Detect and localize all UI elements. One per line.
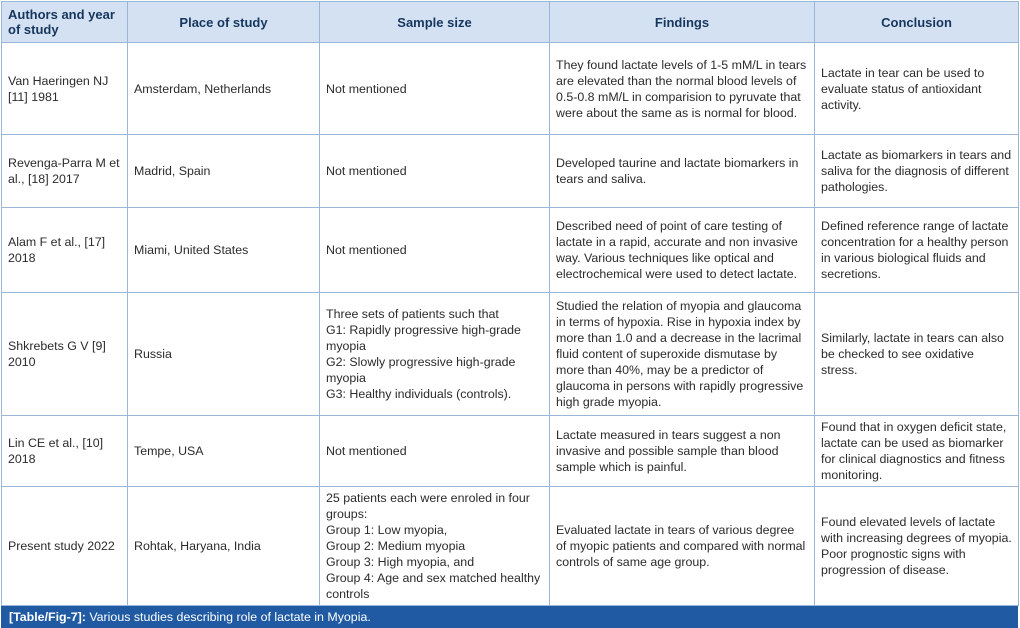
- header-findings: Findings: [550, 2, 815, 43]
- cell-conclusion: Found that in oxygen deficit state, lactate can be used as biomarker for clinical diagnostics and fitness monitoring.: [815, 416, 1019, 487]
- cell-findings: Studied the relation of myopia and glaucoma in terms of hypoxia. Rise in hypoxia index by more than 1.0 and a decrease in the lacrimal fluid content of superoxide dismutase by more than 40%, may be a predictor of glaucoma in persons with rapidly progressive high grade myopia.: [550, 293, 815, 416]
- cell-sample-size: Not mentioned: [320, 43, 550, 135]
- header-sample-size: Sample size: [320, 2, 550, 43]
- cell-sample-size: 25 patients each were enroled in four groups: Group 1: Low myopia, Group 2: Medium myopia Group 3: High myopia, and Group 4: Age and sex matched healthy controls: [320, 487, 550, 606]
- caption-label: [Table/Fig-7]:: [9, 610, 86, 624]
- table-row: [2, 487, 1019, 606]
- cell-conclusion: Lactate as biomarkers in tears and saliva for the diagnosis of different pathologies.: [815, 135, 1019, 208]
- cell-authors: Shkrebets G V [9] 2010: [2, 293, 128, 416]
- cell-conclusion: Defined reference range of lactate concentration for a healthy person in various biological fluids and secretions.: [815, 208, 1019, 293]
- cell-conclusion: Similarly, lactate in tears can also be checked to see oxidative stress.: [815, 293, 1019, 416]
- table-row: [2, 135, 1019, 208]
- header-conclusion: Conclusion: [815, 2, 1019, 43]
- cell-sample-size: Not mentioned: [320, 416, 550, 487]
- cell-place: Amsterdam, Netherlands: [128, 43, 320, 135]
- cell-findings: Described need of point of care testing of lactate in a rapid, accurate and non invasive way. Various techniques like optical and electrochemical were used to detect lactate.: [550, 208, 815, 293]
- cell-sample-size: Three sets of patients such that G1: Rapidly progressive high-grade myopia G2: Slowly progressive high-grade myopia G3: Healthy individuals (controls).: [320, 293, 550, 416]
- cell-place: Miami, United States: [128, 208, 320, 293]
- cell-authors: Van Haeringen NJ [11] 1981: [2, 43, 128, 135]
- header-authors: Authors and year of study: [2, 2, 128, 43]
- cell-sample-size: Not mentioned: [320, 135, 550, 208]
- table-row: [2, 208, 1019, 293]
- table-caption: [1, 606, 1018, 628]
- cell-findings: Developed taurine and lactate biomarkers in tears and saliva.: [550, 135, 815, 208]
- cell-findings: Lactate measured in tears suggest a non invasive and possible sample than blood sample which is painful.: [550, 416, 815, 487]
- cell-conclusion: Lactate in tear can be used to evaluate status of antioxidant activity.: [815, 43, 1019, 135]
- table-header-row: [2, 2, 1019, 43]
- caption-text: Various studies describing role of lactate in Myopia.: [85, 610, 371, 624]
- cell-authors: Revenga-Parra M et al., [18] 2017: [2, 135, 128, 208]
- cell-place: Madrid, Spain: [128, 135, 320, 208]
- studies-table: [1, 1, 1019, 606]
- table-row: [2, 43, 1019, 135]
- cell-authors: Present study 2022: [2, 487, 128, 606]
- table-row: [2, 416, 1019, 487]
- cell-conclusion: Found elevated levels of lactate with increasing degrees of myopia. Poor prognostic signs with progression of disease.: [815, 487, 1019, 606]
- cell-findings: Evaluated lactate in tears of various degree of myopic patients and compared with normal controls of same age group.: [550, 487, 815, 606]
- cell-authors: Alam F et al., [17] 2018: [2, 208, 128, 293]
- cell-place: Russia: [128, 293, 320, 416]
- cell-place: Rohtak, Haryana, India: [128, 487, 320, 606]
- cell-sample-size: Not mentioned: [320, 208, 550, 293]
- table-row: [2, 293, 1019, 416]
- cell-findings: They found lactate levels of 1-5 mM/L in tears are elevated than the normal blood levels of 0.5-0.8 mM/L in comparision to pyruvate that were about the same as is normal for blood.: [550, 43, 815, 135]
- cell-place: Tempe, USA: [128, 416, 320, 487]
- cell-authors: Lin CE et al., [10] 2018: [2, 416, 128, 487]
- studies-table-container: [1, 1, 1018, 628]
- header-place: Place of study: [128, 2, 320, 43]
